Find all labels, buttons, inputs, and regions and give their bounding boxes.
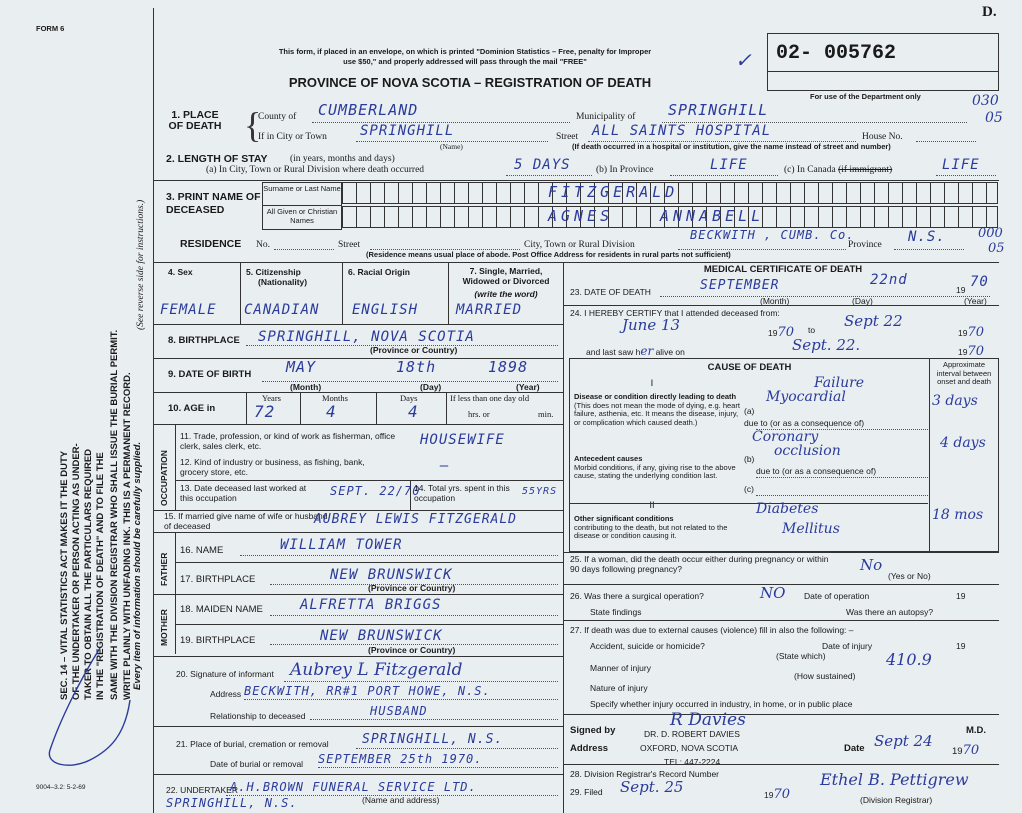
icd-code-mark: 410.9 (886, 650, 932, 669)
industry-value[interactable]: — (440, 458, 450, 474)
father-side-label: FATHER (159, 552, 169, 586)
header-line-1: This form, if placed in an envelope, on which is printed "Dominion Statistics – Free, penalty for Improper (278, 47, 652, 56)
attended-from[interactable]: June 13 (622, 316, 681, 334)
dept-code-1: 030 (972, 93, 999, 109)
birthplace-field[interactable]: SPRINGHILL, NOVA SCOTIA (246, 328, 558, 346)
total-years-value[interactable]: 55YRS (522, 486, 558, 497)
county-label: County of (258, 112, 297, 122)
city-label: If in City or Town (258, 132, 327, 142)
burial-date-field[interactable]: SEPTEMBER 25th 1970. (318, 750, 558, 768)
age-years[interactable]: 72 (254, 402, 276, 421)
cause-ii-line-2[interactable]: Mellitus (782, 521, 840, 537)
dept-code-2: 05 (985, 110, 1003, 126)
header-line-2: use $50," and properly addressed will pass through the mail "FREE" (343, 57, 587, 66)
page-title: PROVINCE OF NOVA SCOTIA – REGISTRATION OF DEATH (288, 75, 652, 90)
street-field[interactable] (588, 122, 856, 142)
attended-to[interactable]: Sept 22 (844, 312, 903, 330)
cause-ii-interval[interactable]: 18 mos (932, 507, 984, 523)
doctor-name: DR. D. ROBERT DAVIES (644, 729, 740, 739)
racial-value[interactable]: ENGLISH (352, 302, 419, 318)
doctor-address: OXFORD, NOVA SCOTIA (640, 743, 739, 753)
municipality-field[interactable] (662, 101, 967, 123)
county-value: CUMBERLAND (318, 101, 419, 119)
last-seen-date[interactable]: Sept. 22. (792, 336, 861, 354)
cause-a-interval[interactable]: 3 days (932, 393, 978, 409)
residence-note: (Residence means usual place of abode. Post Office Address for residents in rural parts not sufficient) (366, 250, 731, 259)
municipality-label: Municipality of (576, 112, 636, 122)
citizenship-value[interactable]: CANADIAN (244, 302, 320, 318)
surname-value: FITZGERALD (548, 183, 679, 201)
pregnancy-answer[interactable]: No (860, 556, 883, 574)
medical-title: MEDICAL CERTIFICATE OF DEATH (703, 264, 863, 275)
municipality-value: SPRINGHILL (668, 101, 769, 119)
cause-b-line-1[interactable]: Coronary (752, 429, 819, 445)
undertaker-name-field[interactable]: A.H.BROWN FUNERAL SERVICE LTD. (226, 778, 558, 796)
house-label: House No. (862, 132, 903, 142)
given-name-1: AGNES (548, 207, 614, 225)
residence-label: RESIDENCE (180, 238, 242, 250)
stay-canada-field[interactable]: LIFE (936, 156, 996, 176)
signed-date[interactable]: Sept 24 (874, 732, 933, 750)
side-instructions: SEC. 14 – VITAL STATISTICS ACT MAKES IT THE DUTY OF THE UNDERTAKER OR PERSON ACTING AS UNDER- TAKER TO OBTAIN ALL THE PARTICULARS REQUIRED IN THE "REGISTRATION OF DEATH" AND TO FILE THE SAME WITH THE DIVISION REGISTRAR WHO SHALL ISSUE THE BURIAL PERMIT. WRITE PLAINLY WITH UNFADING INK. THIS IS A PERMANENT RECORD. (59, 329, 133, 700)
marital-value[interactable]: MARRIED (456, 302, 523, 318)
cause-a-line-1[interactable]: Failure (814, 375, 865, 391)
residence-no-field[interactable] (274, 249, 334, 250)
registration-number: 02- 005762 (776, 42, 897, 65)
mother-side-label: MOTHER (159, 609, 169, 646)
street-label: Street (556, 132, 579, 142)
corner-mark: D. (982, 4, 997, 20)
cause-ii-line-1[interactable]: Diabetes (756, 501, 819, 517)
form-label: FORM 6 (36, 24, 65, 33)
sex-value[interactable]: FEMALE (160, 302, 217, 318)
cause-a-line-2[interactable]: Myocardial (766, 389, 846, 405)
side-supply-note: Every item of information should be carefully supplied. (132, 441, 143, 690)
stay-province-field[interactable]: LIFE (670, 156, 778, 176)
cause-b-interval[interactable]: 4 days (940, 435, 986, 451)
burial-place-field[interactable]: SPRINGHILL, N.S. (356, 730, 558, 749)
city-value: SPRINGHILL (360, 123, 455, 139)
registration-number-box (767, 33, 999, 91)
residence-city-field[interactable]: BECKWITH , CUMB. Co. (678, 226, 846, 250)
spouse-value[interactable]: AUBREY LEWIS FITZGERALD (314, 512, 518, 527)
place-note: (If death occurred in a hospital or institution, give the name instead of street and number) (572, 142, 891, 151)
side-instructions-note: (See reverse side for instructions.) (136, 199, 146, 330)
length-of-stay-label: 2. LENGTH OF STAY (166, 153, 268, 165)
filed-date[interactable]: Sept. 25 (620, 778, 684, 796)
doctor-tel: TEL: 447-2224 (664, 757, 721, 767)
county-field[interactable] (312, 101, 570, 123)
city-field[interactable] (356, 122, 548, 142)
margin-pen-stroke-icon (30, 640, 140, 780)
department-note: For use of the Department only (810, 92, 921, 101)
relationship-field[interactable]: HUSBAND (310, 702, 558, 720)
last-worked-value[interactable]: SEPT. 22/70 (330, 484, 421, 498)
death-date-field[interactable]: SEPTEMBER 22nd 19 70 (660, 278, 990, 297)
undertaker-location[interactable]: SPRINGHILL, N.S. (166, 796, 298, 810)
mother-maiden-field[interactable]: ALFRETTA BRIGGS (270, 596, 558, 616)
registrar-signature[interactable]: Ethel B. Pettigrew (820, 770, 969, 789)
house-field[interactable] (916, 141, 976, 142)
cause-of-death-box: CAUSE OF DEATH Approximate interval between onset and death I Disease or condition directly leading to death (This does not mean the mode of dying, e.g. heart failure, asthenia, etc. It means the disease, injury, or complication which caused death.) Antecedent causes Morbid conditions, if any, giving rise to the above cause, stating the underlying condition last. II Other significant conditions contributing to the death, but not related to the disease or condition causing it. (a) due to (or as a consequence of) (b) due to (or as a consequence of) (c) Failure Myocardial 3 days Coronary occlusion 4 days Diabetes Mellitus 18 mos (569, 358, 999, 552)
father-name-field[interactable]: WILLIAM TOWER (240, 536, 558, 556)
given-name-2: ANNABELL (660, 207, 765, 225)
father-birthplace-field[interactable]: NEW BRUNSWICK (270, 566, 558, 585)
place-brace: { (244, 105, 262, 145)
age-months[interactable]: 4 (326, 402, 337, 421)
print-code: 9004–3.2: 5-2-69 (36, 784, 86, 791)
occupation-side-label: OCCUPATION (159, 450, 169, 506)
informant-signature-field[interactable]: Aubrey L Fitzgerald (284, 660, 558, 682)
doctor-signature[interactable]: R Davies (670, 710, 746, 730)
trade-value[interactable]: HOUSEWIFE (420, 432, 505, 448)
informant-address-field[interactable]: BECKWITH, RR#1 PORT HOWE, N.S. (244, 682, 558, 700)
cause-b-line-2[interactable]: occlusion (774, 443, 841, 459)
dob-field[interactable]: MAY 18th 1898 (262, 358, 558, 382)
residence-province-field[interactable]: N.S. (894, 228, 964, 250)
mother-birthplace-field[interactable]: NEW BRUNSWICK (270, 627, 558, 645)
place-of-death-label: 1. PLACE OF DEATH (168, 109, 222, 133)
check-mark: ✓ (735, 48, 752, 72)
surgery-answer[interactable]: NO (760, 584, 786, 602)
print-name-label: 3. PRINT NAME OF DECEASED (166, 191, 261, 216)
age-days[interactable]: 4 (408, 402, 419, 421)
street-value: ALL SAINTS HOSPITAL (592, 123, 772, 139)
stay-city-field[interactable]: 5 DAYS (506, 156, 592, 176)
